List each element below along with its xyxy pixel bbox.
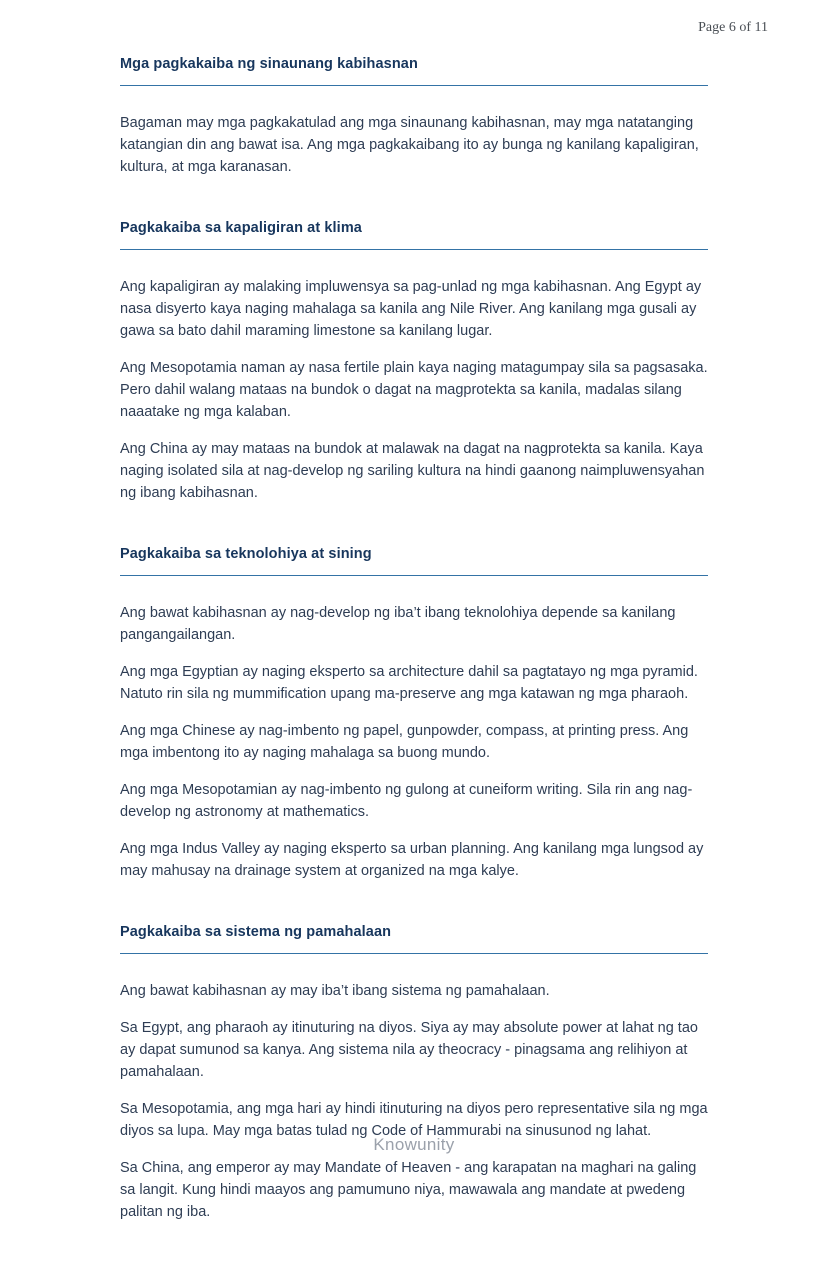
paragraph: Ang bawat kabihasnan ay may iba’t ibang sistema ng pamahalaan. bbox=[120, 983, 550, 999]
section-heading: Pagkakaiba sa sistema ng pamahalaan bbox=[120, 924, 392, 940]
section-heading: Pagkakaiba sa teknolohiya at sining bbox=[120, 546, 372, 562]
paragraph: Ang kapaligiran ay malaking impluwensya sa pag-unlad ng mga kabihasnan. Ang Egypt ay nasa disyerto kaya naging mahalaga sa kanila ang Nile River. Ang kanilang mga gusali ay gawa sa bato dahil maraming limestone sa kanilang lugar. bbox=[120, 279, 702, 339]
section-technology-arts bbox=[120, 546, 708, 882]
heading-underline bbox=[120, 953, 708, 954]
heading-underline bbox=[120, 85, 708, 86]
section-environment-climate bbox=[120, 220, 708, 504]
section-government-systems bbox=[120, 924, 708, 1223]
document-content bbox=[120, 56, 708, 1265]
paragraph: Sa China, ang emperor ay may Mandate of Heaven - ang karapatan na maghari na galing sa langit. Kung hindi maayos ang pamumuno niya, mawawala ang mandate at pwedeng palitan ng iba. bbox=[120, 1160, 697, 1220]
heading-underline bbox=[120, 575, 708, 576]
section-body bbox=[120, 276, 708, 504]
footer-brand-wordmark: Knowunity bbox=[373, 1135, 455, 1154]
section-body bbox=[120, 602, 708, 882]
paragraph: Ang bawat kabihasnan ay nag-develop ng iba’t ibang teknolohiya depende sa kanilang pangangailangan. bbox=[120, 605, 676, 643]
paragraph: Ang mga Chinese ay nag-imbento ng papel, gunpowder, compass, at printing press. Ang mga imbentong ito ay naging mahalaga sa buong mundo. bbox=[120, 723, 689, 761]
paragraph: Ang mga Indus Valley ay naging eksperto sa urban planning. Ang kanilang mga lungsod ay may mahusay na drainage system at organized na mga kalye. bbox=[120, 841, 704, 879]
paragraph: Ang Mesopotamia naman ay nasa fertile plain kaya naging matagumpay sila sa pagsasaka. Pero dahil walang mataas na bundok o dagat na magprotekta sa kanila, madalas silang naaatake ng mga kalaban. bbox=[120, 360, 708, 420]
paragraph: Bagaman may mga pagkakatulad ang mga sinaunang kabihasnan, may mga natatanging katangian din ang bawat isa. Ang mga pagkakaibang ito ay bunga ng kanilang kapaligiran, kultura, at mga karanasan. bbox=[120, 115, 699, 175]
paragraph: Sa Mesopotamia, ang mga hari ay hindi itinuturing na diyos pero representative sila ng mga diyos sa lupa. May mga batas tulad ng Code of Hammurabi na sinusunod ng lahat. bbox=[120, 1101, 708, 1139]
section-body bbox=[120, 980, 708, 1223]
paragraph: Ang China ay may mataas na bundok at malawak na dagat na nagprotekta sa kanila. Kaya naging isolated sila at nag-develop ng sariling kultura na hindi gaanong naimpluwensyahan ng ibang kabihasnan. bbox=[120, 441, 705, 501]
page-number: Page 6 of 11 bbox=[698, 20, 768, 35]
paragraph: Ang mga Egyptian ay naging eksperto sa architecture dahil sa pagtatayo ng mga pyramid. Natuto rin sila ng mummification upang ma-preserve ang mga katawan ng mga pharaoh. bbox=[120, 664, 698, 702]
section-differences-overview bbox=[120, 56, 708, 178]
paragraph: Ang mga Mesopotamian ay nag-imbento ng gulong at cuneiform writing. Sila rin ang nag-develop ng astronomy at mathematics. bbox=[120, 782, 693, 820]
section-heading: Pagkakaiba sa kapaligiran at klima bbox=[120, 220, 362, 236]
heading-underline bbox=[120, 249, 708, 250]
paragraph: Sa Egypt, ang pharaoh ay itinuturing na diyos. Siya ay may absolute power at lahat ng tao ay dapat sumunod sa kanya. Ang sistema nila ay theocracy - pinagsama ang relihiyon at pamahalaan. bbox=[120, 1020, 698, 1080]
section-body bbox=[120, 112, 708, 178]
section-heading: Mga pagkakaiba ng sinaunang kabihasnan bbox=[120, 56, 418, 72]
